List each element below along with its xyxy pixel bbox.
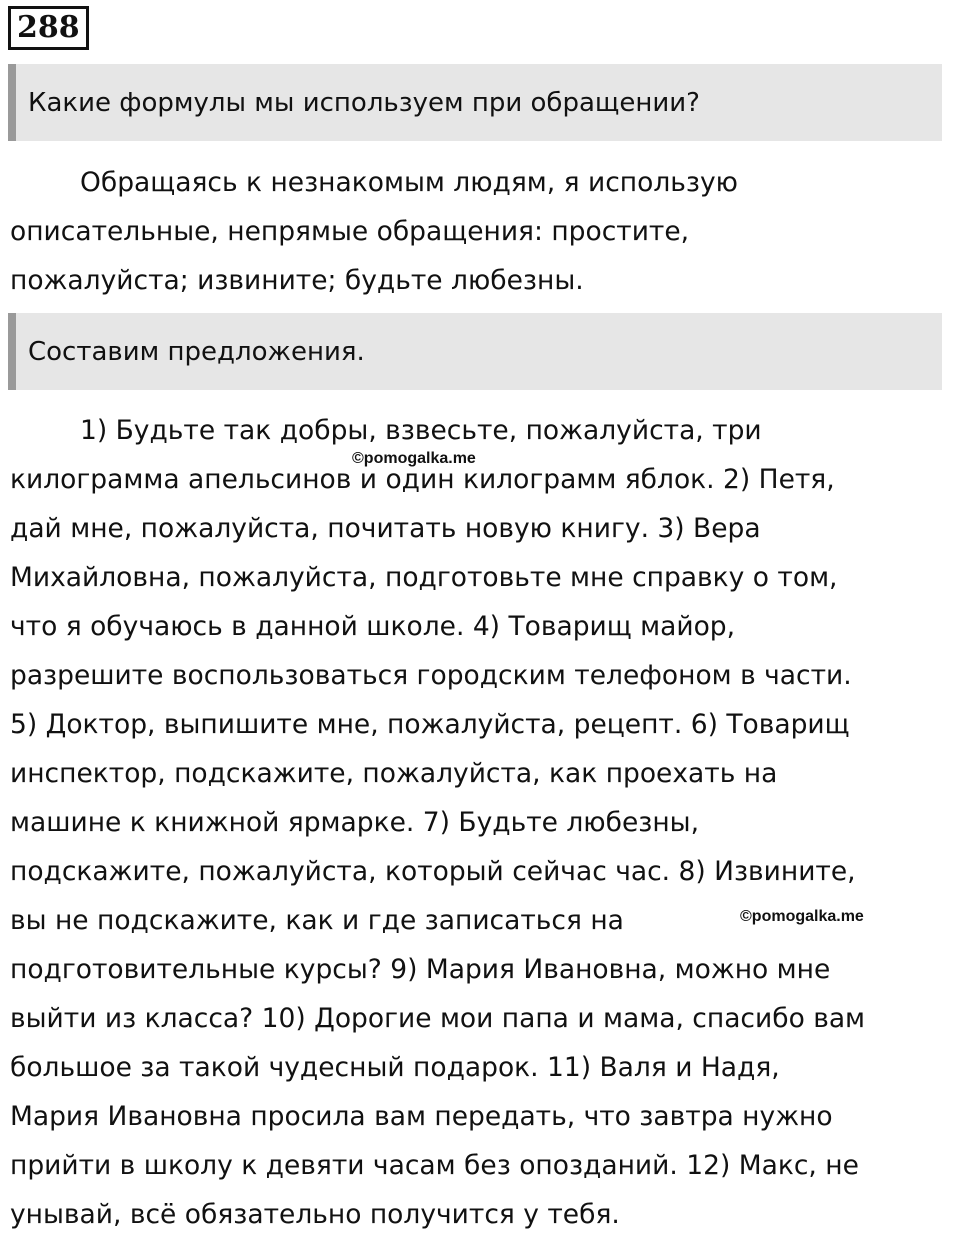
sentences-line: дай мне, пожалуйста, почитать новую книгу. 3) Вера [10, 513, 761, 544]
sentences-line: подготовительные курсы? 9) Мария Ивановна, можно мне [10, 954, 831, 985]
watermark: ©pomogalka.me [352, 450, 476, 467]
sentences-line: 5) Доктор, выпишите мне, пожалуйста, рецепт. 6) Товарищ [10, 709, 850, 740]
sentences-line: выйти из класса? 10) Дорогие мои папа и мама, спасибо вам [10, 1003, 866, 1034]
sentences-line: разрешите воспользоваться городским телефоном в части. [10, 660, 852, 691]
sentences-line: Михайловна, пожалуйста, подготовьте мне справку о том, [10, 562, 838, 593]
sentences-line: машине к книжной ярмарке. 7) Будьте любезны, [10, 807, 700, 838]
sentences-paragraph [10, 406, 955, 1239]
task-number-badge: 288 [8, 6, 89, 50]
answer-line: пожалуйста; извините; будьте любезны. [10, 265, 584, 296]
question-text: Какие формулы мы используем при обращении? [28, 87, 700, 118]
question-heading [8, 64, 942, 141]
answer-line: Обращаясь к незнакомым людям, я использую [80, 167, 738, 198]
sentences-line: что я обучаюсь в данной школе. 4) Товарищ майор, [10, 611, 736, 642]
sentences-line: унывай, всё обязательно получится у тебя. [10, 1199, 620, 1230]
sentences-line: подскажите, пожалуйста, который сейчас час. 8) Извините, [10, 856, 856, 887]
compose-heading [8, 313, 942, 390]
watermark: ©pomogalka.me [740, 908, 864, 925]
sentences-line: килограмма апельсинов и один килограмм яблок. 2) Петя, [10, 464, 835, 495]
compose-heading-text: Составим предложения. [28, 336, 365, 367]
sentences-line: большое за такой чудесный подарок. 11) Валя и Надя, [10, 1052, 780, 1083]
answer-line: описательные, непрямые обращения: простите, [10, 216, 690, 247]
answer-paragraph [10, 158, 955, 305]
sentences-line: 1) Будьте так добры, взвесьте, пожалуйста, три [80, 415, 762, 446]
sentences-line: инспектор, подскажите, пожалуйста, как проехать на [10, 758, 778, 789]
sentences-line: Мария Ивановна просила вам передать, что завтра нужно [10, 1101, 833, 1132]
sentences-line: прийти в школу к девяти часам без опозданий. 12) Макс, не [10, 1150, 859, 1181]
sentences-line: вы не подскажите, как и где записаться на [10, 905, 624, 936]
